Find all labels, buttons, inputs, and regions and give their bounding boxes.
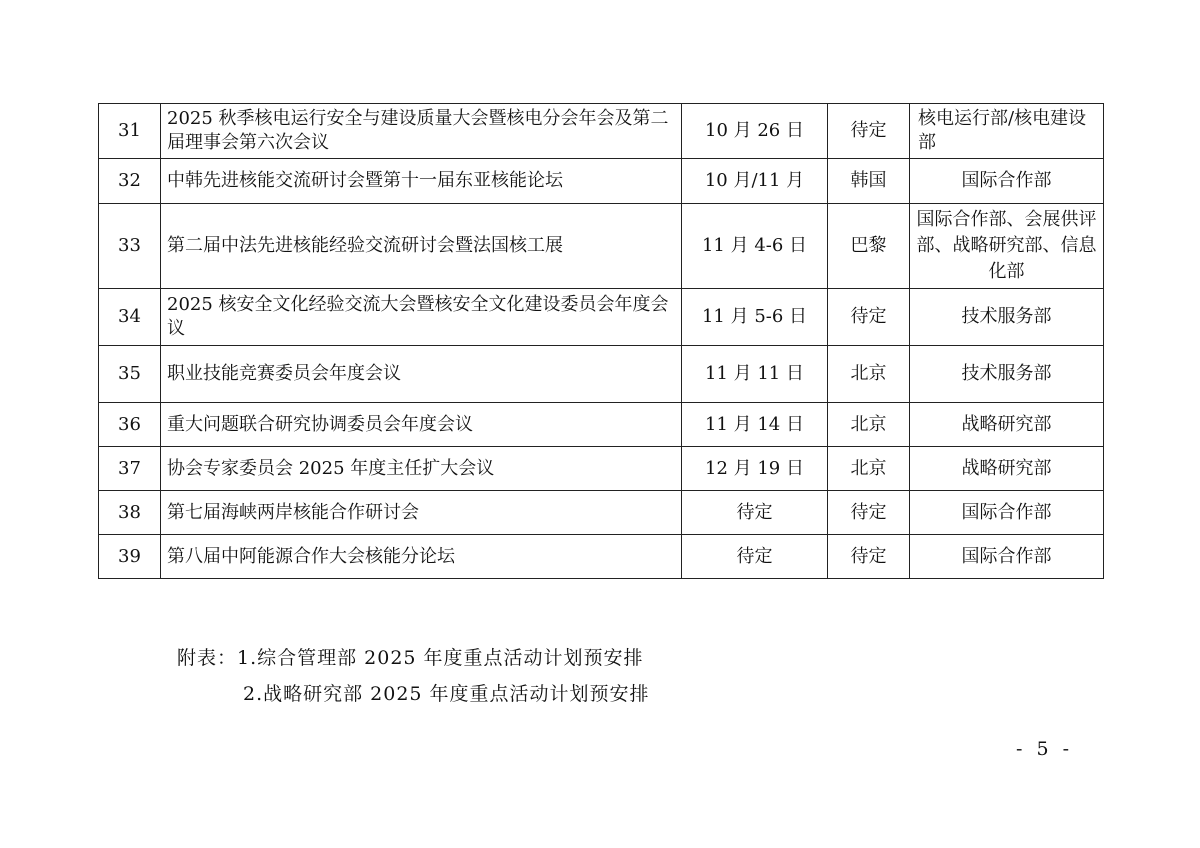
row-number: 37 xyxy=(99,447,161,491)
activity-place: 北京 xyxy=(828,447,910,491)
table-row xyxy=(99,346,1104,403)
activity-date: 10 月 26 日 xyxy=(682,104,828,159)
activity-date: 待定 xyxy=(682,491,828,535)
page-number: - 5 - xyxy=(1016,738,1074,760)
table-row xyxy=(99,491,1104,535)
appendix-line-2: 2.战略研究部 2025 年度重点活动计划预安排 xyxy=(243,683,650,705)
row-number: 39 xyxy=(99,535,161,579)
activity-name: 重大问题联合研究协调委员会年度会议 xyxy=(161,403,682,447)
activity-date: 11 月 14 日 xyxy=(682,403,828,447)
table-row xyxy=(99,204,1104,289)
activity-date: 12 月 19 日 xyxy=(682,447,828,491)
table-row xyxy=(99,104,1104,159)
activity-place: 待定 xyxy=(828,491,910,535)
table-row xyxy=(99,289,1104,346)
activity-date: 11 月 4-6 日 xyxy=(682,204,828,289)
row-number: 38 xyxy=(99,491,161,535)
activity-name: 2025 秋季核电运行安全与建设质量大会暨核电分会年会及第二届理事会第六次会议 xyxy=(161,104,682,159)
activity-name: 第七届海峡两岸核能合作研讨会 xyxy=(161,491,682,535)
row-number: 32 xyxy=(99,159,161,204)
appendix-line-1: 附表：1.综合管理部 2025 年度重点活动计划预安排 xyxy=(177,647,644,669)
activity-name: 第八届中阿能源合作大会核能分论坛 xyxy=(161,535,682,579)
activity-place: 北京 xyxy=(828,346,910,403)
responsible-department: 国际合作部 xyxy=(910,535,1104,579)
activity-place: 待定 xyxy=(828,289,910,346)
table-row xyxy=(99,447,1104,491)
row-number: 33 xyxy=(99,204,161,289)
activity-date: 待定 xyxy=(682,535,828,579)
appendix-note xyxy=(177,640,650,712)
table-row xyxy=(99,535,1104,579)
table-row xyxy=(99,403,1104,447)
activity-place: 北京 xyxy=(828,403,910,447)
activity-place: 韩国 xyxy=(828,159,910,204)
activity-date: 10 月/11 月 xyxy=(682,159,828,204)
responsible-department: 技术服务部 xyxy=(910,346,1104,403)
activity-place: 巴黎 xyxy=(828,204,910,289)
responsible-department: 战略研究部 xyxy=(910,447,1104,491)
responsible-department: 国际合作部、会展供评部、战略研究部、信息化部 xyxy=(910,204,1104,289)
activity-date: 11 月 5-6 日 xyxy=(682,289,828,346)
responsible-department: 国际合作部 xyxy=(910,159,1104,204)
activity-name: 协会专家委员会 2025 年度主任扩大会议 xyxy=(161,447,682,491)
activity-name: 2025 核安全文化经验交流大会暨核安全文化建设委员会年度会议 xyxy=(161,289,682,346)
activity-name: 第二届中法先进核能经验交流研讨会暨法国核工展 xyxy=(161,204,682,289)
activity-schedule-table xyxy=(98,103,1104,579)
row-number: 36 xyxy=(99,403,161,447)
activity-place: 待定 xyxy=(828,535,910,579)
activity-date: 11 月 11 日 xyxy=(682,346,828,403)
responsible-department: 国际合作部 xyxy=(910,491,1104,535)
row-number: 31 xyxy=(99,104,161,159)
row-number: 34 xyxy=(99,289,161,346)
activity-name: 中韩先进核能交流研讨会暨第十一届东亚核能论坛 xyxy=(161,159,682,204)
responsible-department: 核电运行部/核电建设部 xyxy=(910,104,1104,159)
table-row xyxy=(99,159,1104,204)
row-number: 35 xyxy=(99,346,161,403)
activity-name: 职业技能竞赛委员会年度会议 xyxy=(161,346,682,403)
responsible-department: 技术服务部 xyxy=(910,289,1104,346)
activity-place: 待定 xyxy=(828,104,910,159)
responsible-department: 战略研究部 xyxy=(910,403,1104,447)
